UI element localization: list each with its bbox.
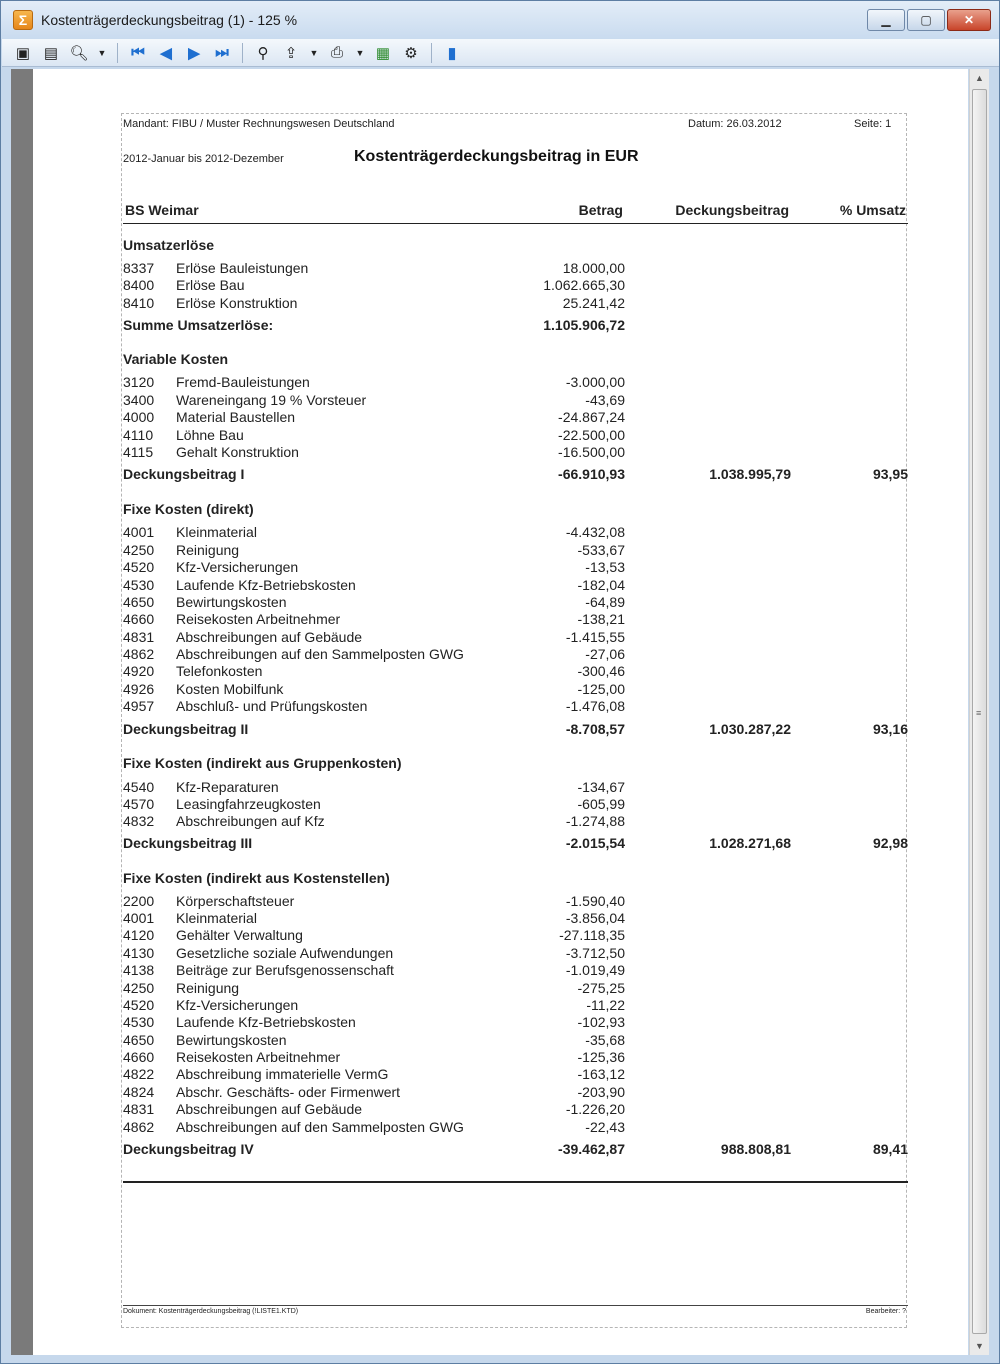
report-title: Kostenträgerdeckungsbeitrag in EUR [354,148,639,165]
page-icon[interactable]: ▣ [15,44,31,62]
zoom-icon[interactable]: 🔍︎ [69,44,89,62]
section-title: Fixe Kosten (indirekt aus Kostenstellen) [123,870,390,886]
total-rule [123,1181,908,1183]
toolbar [2,39,999,67]
table-row: 3120 Fremd-Bauleistungen -3.000,00 [123,374,625,390]
table-row: 4650 Bewirtungskosten -64,89 [123,594,625,610]
exit-icon[interactable]: ▮ [447,44,457,62]
table-row: 4001 Kleinmaterial -3.856,04 [123,910,625,926]
table-row: 4520 Kfz-Versicherungen -13,53 [123,559,625,575]
column-header-umsatz: % Umsatz [839,202,906,218]
title-bar [1,1,999,39]
table-row: 4000 Material Baustellen -24.867,24 [123,409,625,425]
table-row: 8410 Erlöse Konstruktion 25.241,42 [123,295,625,311]
table-row: 4570 Leasingfahrzeugkosten -605,99 [123,796,625,812]
preview-viewport [11,69,968,1355]
toolbar-separator [117,43,118,63]
print-area [121,113,907,1328]
print-dropdown-icon[interactable]: ▼ [355,47,365,58]
footer-editor: Bearbeiter: ? [865,1308,906,1315]
table-row: 4120 Gehälter Verwaltung -27.118,35 [123,927,625,943]
table-row: 4530 Laufende Kfz-Betriebskosten -102,93 [123,1014,625,1030]
table-row: 4660 Reisekosten Arbeitnehmer -125,36 [123,1049,625,1065]
table-row: 4250 Reinigung -533,67 [123,542,625,558]
footer-document: Dokument: Kostenträgerdeckungsbeitrag (!LISTE1.KTD) [123,1308,299,1315]
table-row: 4831 Abschreibungen auf Gebäude -1.415,55 [123,629,625,645]
excel-icon[interactable]: ▦ [375,44,391,62]
table-row: 8400 Erlöse Bau 1.062.665,30 [123,277,625,293]
footer-rule [123,1305,908,1306]
table-row: 4130 Gesetzliche soziale Aufwendungen -3.712,50 [123,945,625,961]
table-row: 4001 Kleinmaterial -4.432,08 [123,524,625,540]
window-title: Kostenträgerdeckungsbeitrag (1) - 125 % [41,12,298,28]
table-row: 4540 Kfz-Reparaturen -134,67 [123,779,625,795]
minimize-button[interactable]: ▁ [867,9,905,31]
page-setup-icon[interactable]: ▤ [43,44,59,62]
datum-label: Datum: 26.03.2012 [688,118,782,130]
table-row: 4824 Abschr. Geschäfts- oder Firmenwert -203,90 [123,1084,625,1100]
vertical-scrollbar[interactable] [969,69,989,1355]
seite-label: Seite: 1 [854,118,892,130]
table-row: 4110 Löhne Bau -22.500,00 [123,427,625,443]
table-row: 4115 Gehalt Konstruktion -16.500,00 [123,444,625,460]
settings-icon[interactable]: ⚙ [404,44,418,62]
table-row: 4926 Kosten Mobilfunk -125,00 [123,681,625,697]
report-page [33,69,968,1355]
column-header-betrag: Betrag [578,202,623,218]
close-button[interactable]: ✕ [947,9,991,31]
table-row: 4920 Telefonkosten -300,46 [123,663,625,679]
grip-icon: ≡ [976,708,982,718]
column-header-entity: BS Weimar [125,202,199,218]
table-row: 3400 Wareneingang 19 % Vorsteuer -43,69 [123,392,625,408]
table-row: 4250 Reinigung -275,25 [123,980,625,996]
header-rule [123,223,908,224]
summary-row: Deckungsbeitrag I -66.910,93 1.038.995,79 93,95 [123,466,908,482]
table-row: 4650 Bewirtungskosten -35,68 [123,1032,625,1048]
export-icon[interactable]: ⇪ [284,44,298,62]
mandant-label: Mandant: FIBU / Muster Rechnungswesen Deutschland [123,118,395,130]
prev-page-icon[interactable]: ◀ [160,44,172,62]
section-title: Variable Kosten [123,351,229,367]
toolbar-separator [242,43,243,63]
toolbar-separator [431,43,432,63]
table-row: 4862 Abschreibungen auf den Sammelposten GWG -22,43 [123,1119,625,1135]
table-row: 4138 Beiträge zur Berufsgenossenschaft -1.019,49 [123,962,625,978]
next-page-icon[interactable]: ▶ [188,44,200,62]
find-icon[interactable]: ⚲ [257,44,269,62]
summary-row: Summe Umsatzerlöse: 1.105.906,72 [123,317,625,333]
section-title: Umsatzerlöse [123,237,215,253]
table-row: 4862 Abschreibungen auf den Sammelposten GWG -27,06 [123,646,625,662]
table-row: 2200 Körperschaftsteuer -1.590,40 [123,893,625,909]
table-row: 4831 Abschreibungen auf Gebäude -1.226,20 [123,1101,625,1117]
table-row: 4530 Laufende Kfz-Betriebskosten -182,04 [123,577,625,593]
export-dropdown-icon[interactable]: ▼ [309,47,319,58]
first-page-icon[interactable]: ⏮ [131,44,145,61]
app-icon: Σ [13,10,33,30]
table-row: 8337 Erlöse Bauleistungen 18.000,00 [123,260,625,276]
column-header-deckungsbeitrag: Deckungsbeitrag [675,202,789,218]
summary-row: Deckungsbeitrag III -2.015,54 1.028.271,68 92,98 [123,835,908,851]
section-title: Fixe Kosten (indirekt aus Gruppenkosten) [123,755,402,771]
table-row: 4520 Kfz-Versicherungen -11,22 [123,997,625,1013]
scroll-down-icon[interactable]: ▼ [975,1341,984,1351]
table-row: 4832 Abschreibungen auf Kfz -1.274,88 [123,813,625,829]
summary-row: Deckungsbeitrag II -8.708,57 1.030.287,22 93,16 [123,721,908,737]
scroll-up-icon[interactable]: ▲ [975,73,984,83]
period-label: 2012-Januar bis 2012-Dezember [123,153,284,165]
maximize-button[interactable]: ▢ [907,9,945,31]
table-row: 4822 Abschreibung immaterielle VermG -163,12 [123,1066,625,1082]
table-row: 4660 Reisekosten Arbeitnehmer -138,21 [123,611,625,627]
table-row: 4957 Abschluß- und Prüfungskosten -1.476,08 [123,698,625,714]
section-title: Fixe Kosten (direkt) [123,501,254,517]
zoom-dropdown-icon[interactable]: ▼ [97,47,107,58]
print-icon[interactable]: ⎙ [330,44,343,61]
last-page-icon[interactable]: ⏭ [215,44,229,61]
summary-row: Deckungsbeitrag IV -39.462,87 988.808,81 89,41 [123,1141,908,1157]
scroll-thumb[interactable] [972,89,987,1334]
